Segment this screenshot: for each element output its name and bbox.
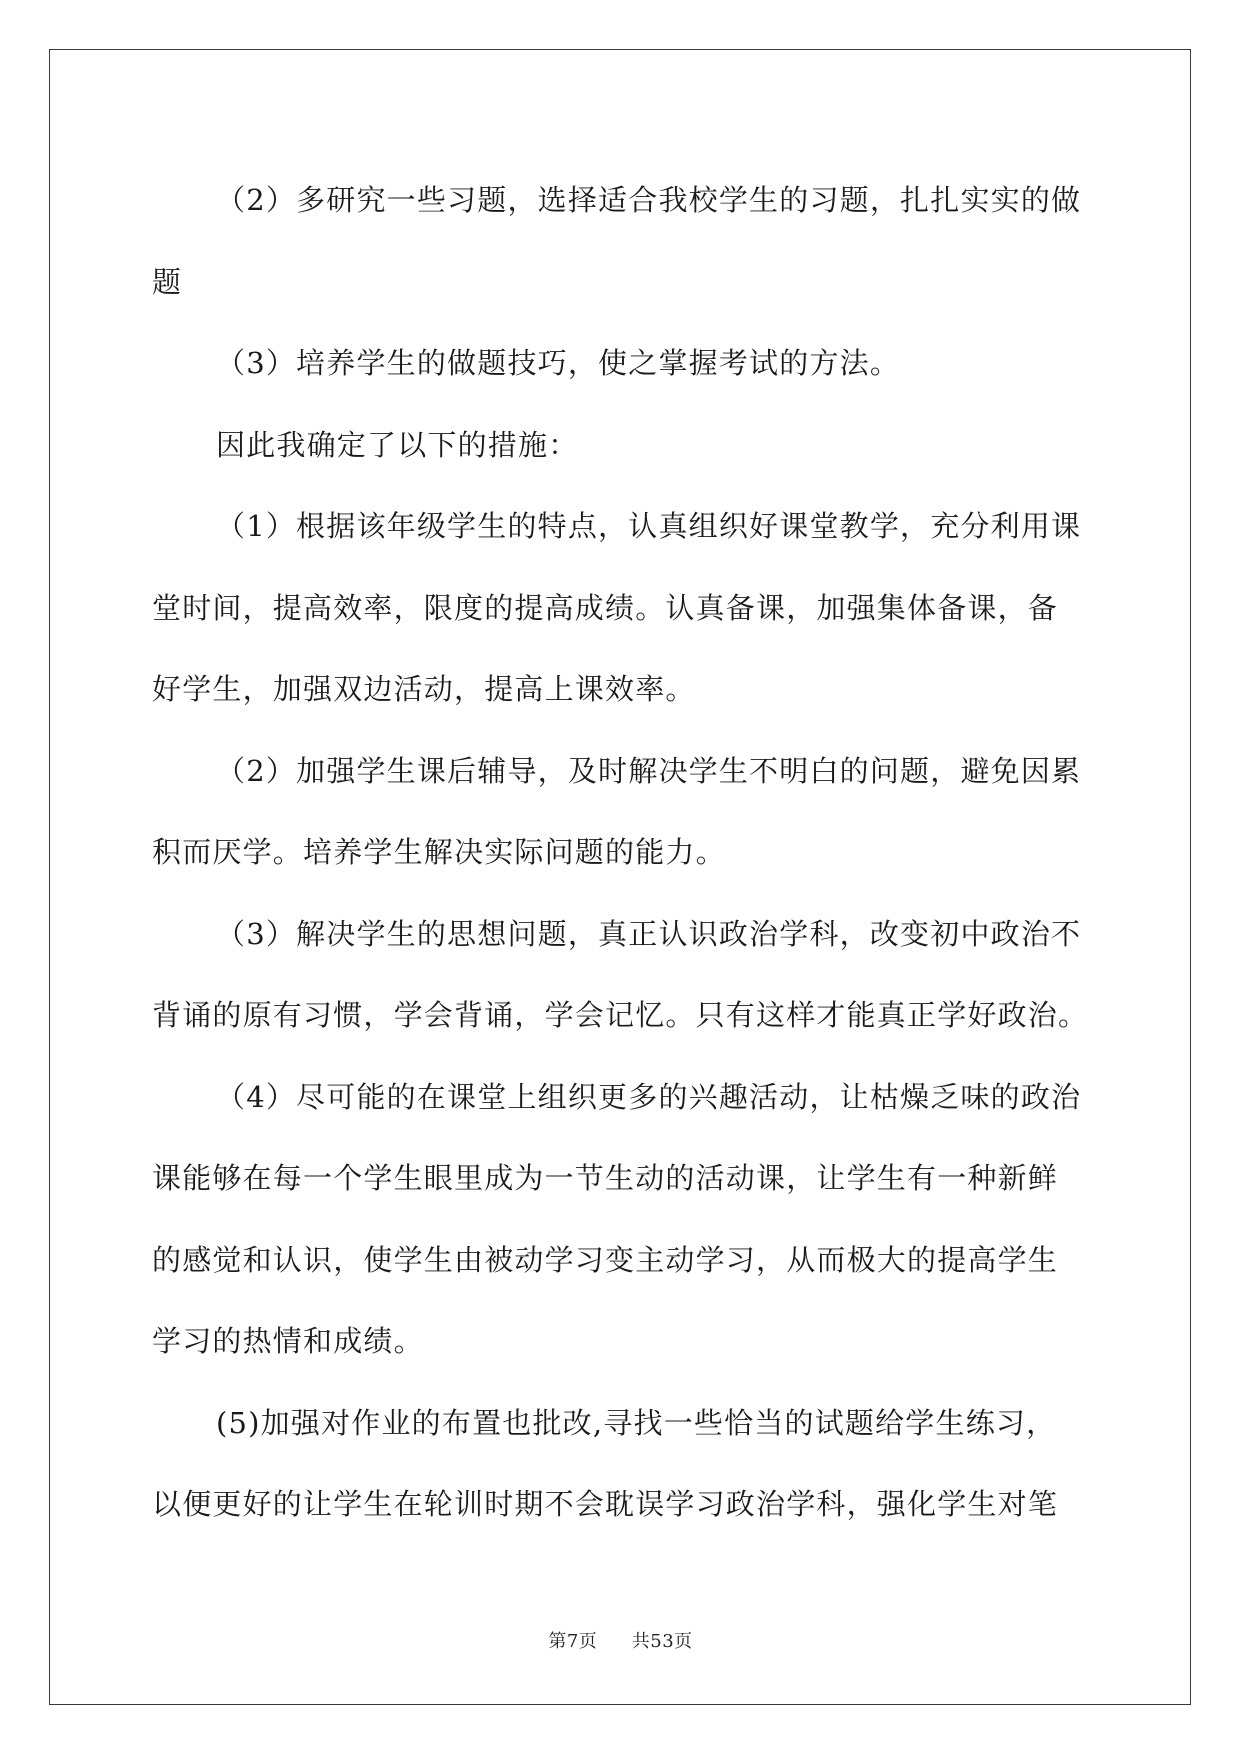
page-number: 第7页 — [548, 1631, 598, 1652]
text-line: 堂时间，提高效率，限度的提高成绩。认真备课，加强集体备课，备 — [152, 590, 1059, 625]
text-line: (5)加强对作业的布置也批改,寻找一些恰当的试题给学生练习， — [216, 1405, 1057, 1440]
page-total: 共53页 — [631, 1631, 693, 1652]
page-footer — [0, 1630, 1241, 1654]
text-line: （3）解决学生的思想问题，真正认识政治学科，改变初中政治不 — [216, 916, 1082, 951]
text-line: 的感觉和认识，使学生由被动学习变主动学习，从而极大的提高学生 — [152, 1242, 1059, 1277]
paragraph — [152, 1383, 1092, 1546]
text-line: 学习的热情和成绩。 — [152, 1324, 424, 1358]
paragraph — [152, 1057, 1092, 1383]
paragraph — [152, 731, 1092, 894]
text-line: 课能够在每一个学生眼里成为一节生动的活动课，让学生有一种新鲜 — [152, 1161, 1059, 1195]
text-line: （3）培养学生的做题技巧，使之掌握考试的方法。 — [216, 346, 901, 380]
text-line: 因此我确定了以下的措施： — [216, 427, 579, 462]
text-line: 积而厌学。培养学生解决实际问题的能力。 — [152, 835, 726, 869]
paragraph — [152, 486, 1092, 731]
text-line: 背诵的原有习惯，学会背诵，学会记忆。只有这样才能真正学好政治。 — [152, 998, 1089, 1032]
text-line: 以便更好的让学生在轮训时期不会耽误学习政治学科，强化学生对笔 — [152, 1487, 1059, 1521]
paragraph — [152, 894, 1092, 1057]
text-line: （4）尽可能的在课堂上组织更多的兴趣活动，让枯燥乏味的政治 — [216, 1079, 1082, 1114]
text-line: （2）多研究一些习题，选择适合我校学生的习题，扎扎实实的做 — [216, 183, 1082, 217]
paragraph — [152, 160, 1092, 323]
text-line: （2）加强学生课后辅导，及时解决学生不明白的问题，避免因累 — [216, 753, 1082, 788]
text-line: （1）根据该年级学生的特点，认真组织好课堂教学，充分利用课 — [216, 509, 1082, 543]
paragraph — [152, 323, 1092, 405]
text-line: 好学生，加强双边活动，提高上课效率。 — [152, 672, 696, 706]
document-body — [152, 160, 1092, 1546]
paragraph — [152, 405, 1092, 487]
text-line: 题 — [152, 264, 183, 299]
